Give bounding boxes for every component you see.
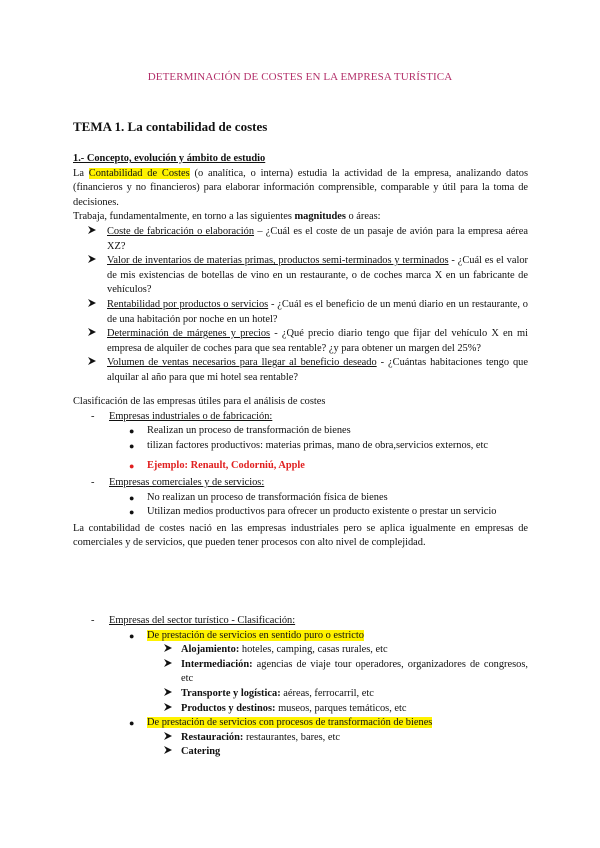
area-item: Volumen de ventas necesarios para llegar al beneficio deseado - ¿Cuántas habitaciones tengo que alquilar al año para que mi hotel sea rentable? [73,356,528,385]
sub-item: Catering [73,745,528,760]
round-bullet-icon: ● [129,461,135,472]
round-bullet-icon: ● [129,426,135,437]
arrowhead-bullet-icon [87,298,97,313]
area-item: Determinación de márgenes y precios - ¿Qué precio diario tengo que fijar del vehículo X en mi empresa de alquiler de coches para que sea rentable? ¿y para obtener un margen del 25%? [73,327,528,356]
dash-bullet-icon: - [91,476,95,488]
category-item: - Empresas del sector turístico - Clasificación: [73,614,528,629]
arrowhead-bullet-icon [163,643,173,658]
arrowhead-bullet-icon [87,356,97,371]
section-heading: 1.- Concepto, evolución y ámbito de estudio [73,153,266,164]
list-item: ● Realizan un proceso de transformación de bienes [73,424,528,439]
round-bullet-icon: ● [129,630,135,641]
intro-paragraph: La Contabilidad de Costes (o analítica, o interna) estudia la actividad de la empresa, analizando datos (financieros y no financieros) para elaborar información comprensible, comparable y útil para la toma de decisiones. [73,167,528,208]
arrowhead-bullet-icon [87,327,97,342]
arrowhead-bullet-icon [163,702,173,717]
sub-item: Transporte y logística: aéreas, ferrocarril, etc [73,687,528,702]
group-item: ● De prestación de servicios con procesos de transformación de bienes [73,716,528,731]
sub-item: Productos y destinos: museos, parques temáticos, etc [73,702,528,717]
document-title: DETERMINACIÓN DE COSTES EN LA EMPRESA TURÍSTICA [147,71,453,83]
arrowhead-bullet-icon [87,225,97,240]
list-item: ● tilizan factores productivos: materias primas, mano de obra,servicios externos, etc [73,439,528,454]
dash-bullet-icon: - [91,410,95,422]
round-bullet-icon: ● [129,492,135,503]
category-item: - Empresas industriales o de fabricación: [73,410,528,425]
round-bullet-icon: ● [129,507,135,518]
chapter-heading: TEMA 1. La contabilidad de costes [73,119,268,134]
nota-paragraph: La contabilidad de costes nació en las empresas industriales pero se aplica igualmente en empresas de comerciales y de servicios, que pueden tener procesos con alto nivel de complejidad. [73,522,528,549]
list-item: ● Utilizan medios productivos para ofrecer un producto existente o prestar un servicio [73,505,528,520]
group-item: ● De prestación de servicios en sentido puro o estricto [73,629,528,644]
sub-item: Restauración: restaurantes, bares, etc [73,731,528,746]
section-concepto [73,152,528,386]
list-item: ● No realizan un proceso de transformación física de bienes [73,491,528,506]
category-item: - Empresas comerciales y de servicios: [73,476,528,491]
arrowhead-bullet-icon [163,687,173,702]
arrowhead-bullet-icon [163,745,173,760]
sub-item: Alojamiento: hoteles, camping, casas rurales, etc [73,643,528,658]
section-clasificacion [73,395,528,551]
arrowhead-bullet-icon [163,658,173,673]
magnitudes-intro: Trabaja, fundamentalmente, en torno a las siguientes magnitudes o áreas: [73,211,381,223]
area-item: Rentabilidad por productos o servicios - ¿Cuál es el beneficio de un menú diario en un restaurante, o de una habitación por noche en un hotel? [73,298,528,327]
highlight-term: Contabilidad de Costes [88,167,190,179]
round-bullet-icon: ● [129,718,135,729]
section-turistico [73,614,528,760]
example-item: ● Ejemplo: Renault, Codorniú, Apple [73,459,528,474]
sub-item: Intermediación: agencias de viaje tour operadores, organizadores de congresos, etc [73,658,528,687]
arrowhead-bullet-icon [163,731,173,746]
arrowhead-bullet-icon [87,254,97,269]
area-item: Valor de inventarios de materias primas, productos semi-terminados y terminados - ¿Cuál es el valor de mis existencias de botellas de vino en un restaurante, o de coches marca X en un fabricante de vehículos? [73,254,528,298]
area-item: Coste de fabricación o elaboración – ¿Cuál es el coste de un pasaje de avión para la empresa aérea XZ? [73,225,528,254]
dash-bullet-icon: - [91,615,95,626]
round-bullet-icon: ● [129,440,135,451]
clasificacion-heading: Clasificación de las empresas útiles para el análisis de costes [73,396,326,407]
